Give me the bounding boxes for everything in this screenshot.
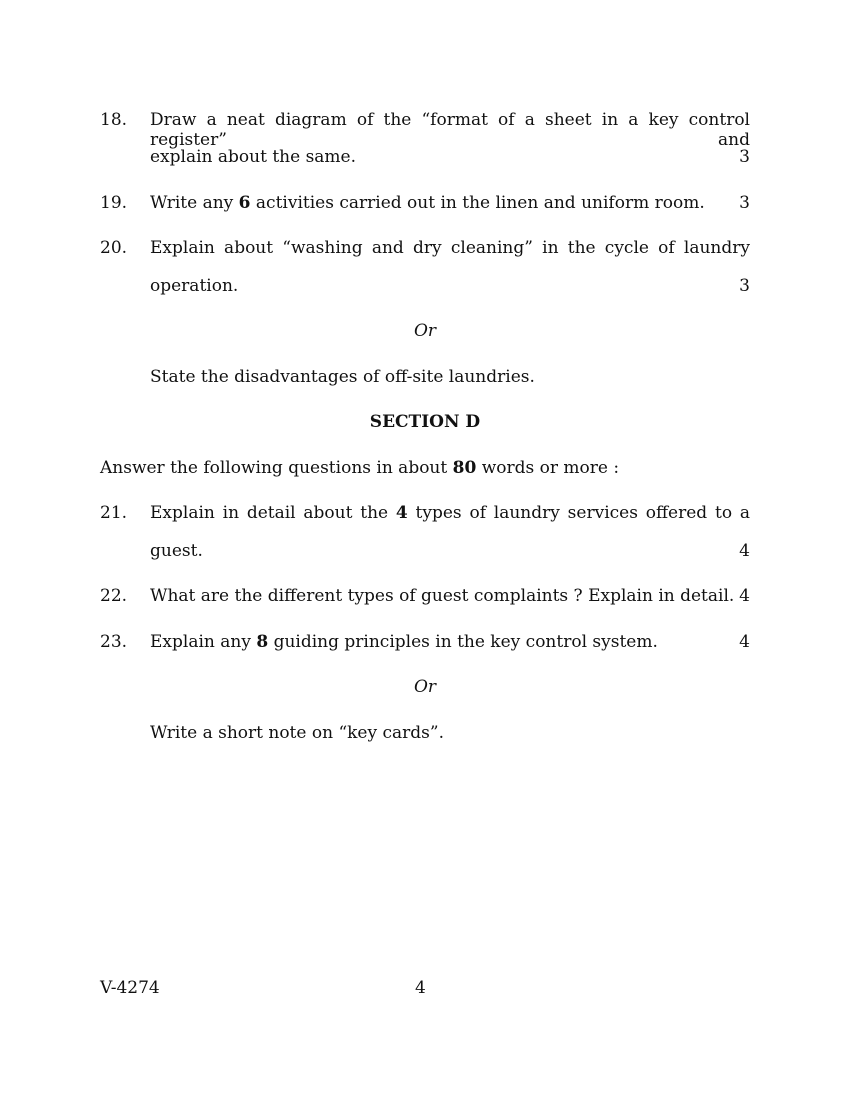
text-segment: activities carried out in the linen and uniform room.	[250, 193, 705, 213]
text-segment: Explain any	[150, 632, 257, 652]
question-text-line1	[150, 503, 750, 523]
question-marks: 3	[739, 147, 750, 167]
question-text: What are the different types of guest complaints ? Explain in detail.	[150, 586, 735, 606]
paper-code: V-4274	[100, 978, 160, 998]
text-segment: words or more :	[476, 458, 620, 478]
question-text-line1: Draw a neat diagram of the “format of a sheet in a key control register” and	[150, 110, 750, 150]
or-separator: Or	[413, 677, 437, 697]
question-text	[150, 632, 658, 652]
text-segment: Write any	[150, 193, 239, 213]
text-segment: Answer the following questions in about	[100, 458, 453, 478]
question-text-line2: guest.	[150, 541, 203, 561]
question-text-line1: Explain about “washing and dry cleaning” in the cycle of laundry	[150, 238, 750, 258]
emphasis-number: 80	[452, 458, 477, 478]
section-instruction	[100, 458, 619, 478]
emphasis-number: 6	[238, 193, 251, 213]
text-segment: Explain in detail about the	[150, 503, 396, 523]
alternative-question: State the disadvantages of off-site laundries.	[150, 367, 535, 387]
question-number: 22.	[100, 586, 128, 606]
question-marks: 3	[739, 193, 750, 213]
question-marks: 3	[739, 276, 750, 296]
emphasis-number: 8	[256, 632, 269, 652]
alternative-question: Write a short note on “key cards”.	[150, 723, 444, 743]
emphasis-number: 4	[395, 503, 408, 523]
question-number: 20.	[100, 238, 128, 258]
question-marks: 4	[739, 586, 750, 606]
question-number: 23.	[100, 632, 128, 652]
question-number: 21.	[100, 503, 128, 523]
question-marks: 4	[739, 541, 750, 561]
text-segment: guiding principles in the key control system.	[268, 632, 658, 652]
question-number: 19.	[100, 193, 128, 213]
section-heading: SECTION D	[369, 412, 481, 432]
question-text	[150, 193, 705, 213]
question-text-line2: explain about the same.	[150, 147, 357, 167]
or-separator: Or	[413, 321, 437, 341]
question-marks: 4	[739, 632, 750, 652]
text-segment: types of laundry services offered to a	[407, 503, 750, 523]
question-number: 18.	[100, 110, 128, 130]
question-text-line2: operation.	[150, 276, 239, 296]
page-number: 4	[415, 978, 426, 998]
